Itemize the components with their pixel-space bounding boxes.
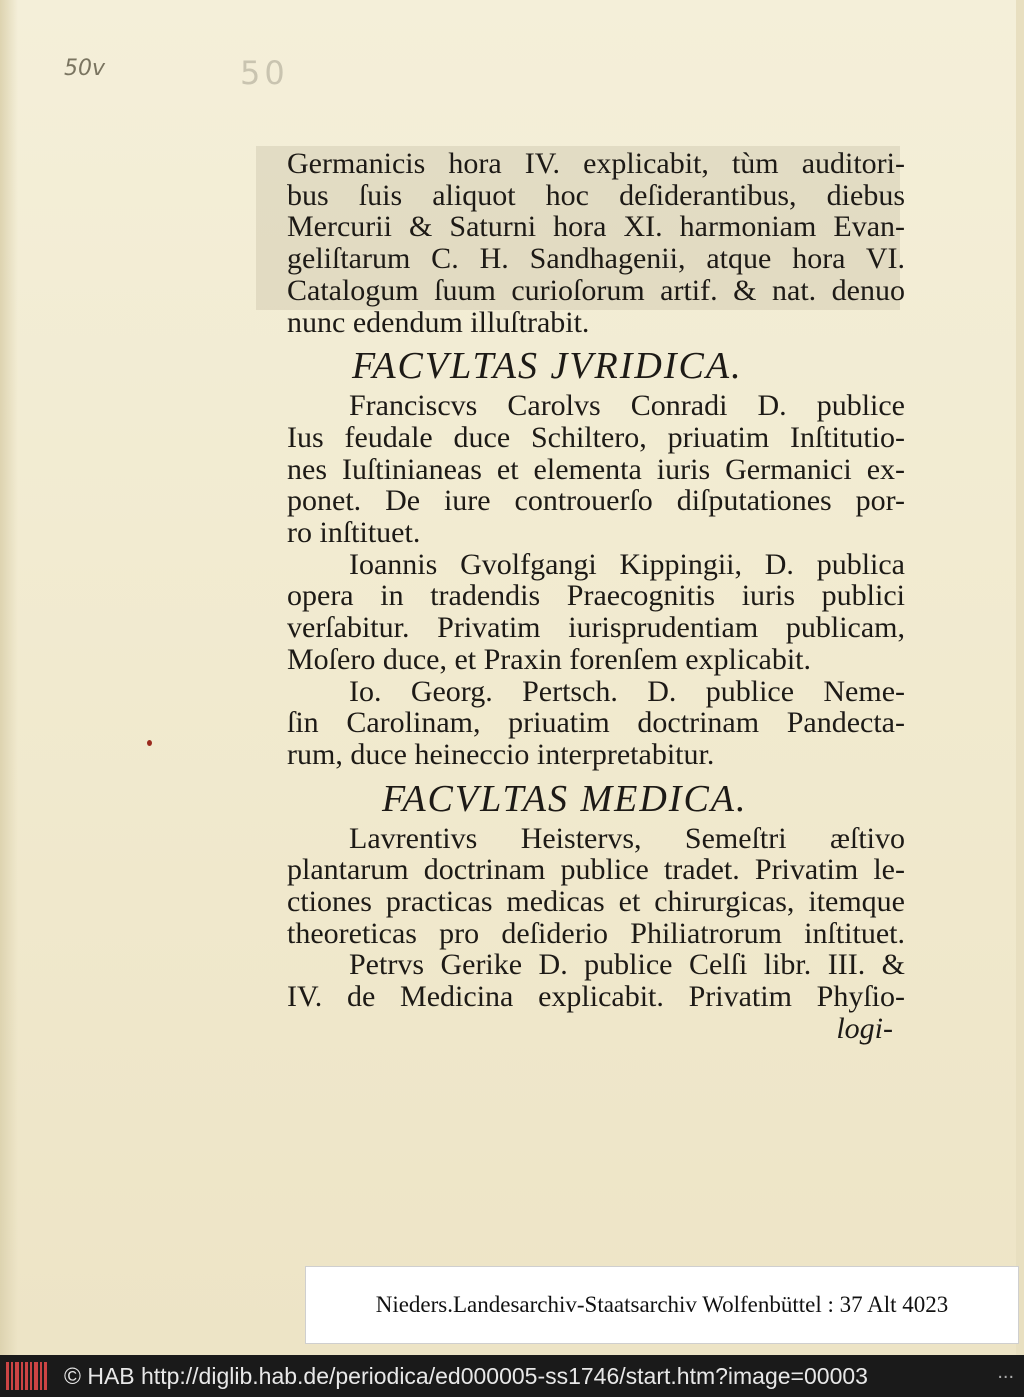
printed-text-block [287, 148, 905, 1045]
catchword: logi- [836, 1011, 893, 1045]
text-line: theoreticas pro deſiderio Philiatrorum inſtituet. [287, 916, 905, 950]
text-line: ctiones practicas medicas et chirurgicas, itemque [287, 885, 905, 919]
text-line: verſabitur. Privatim iurisprudentiam publicam, [287, 611, 905, 645]
heading-facultas-juridica: FACVLTAS JVRIDICA. [352, 345, 743, 388]
text-line: Ius feudale duce Schiltero, priuatim Inſtitutio- [287, 420, 905, 454]
text-line: nes Iuſtinianeas et elementa iuris Germanici ex- [287, 452, 905, 486]
heading-facultas-medica: FACVLTAS MEDICA. [382, 777, 748, 820]
archive-label [305, 1266, 1019, 1344]
text-line: Moſero duce, et Praxin forenſem explicabit. [287, 642, 811, 676]
text-line: Io. Georg. Pertsch. D. publice Neme- [349, 674, 905, 708]
text-line: bus ſuis aliquot hoc deſiderantibus, diebus [287, 178, 905, 212]
text-line: Franciscvs Carolvs Conradi D. publice [349, 389, 905, 423]
text-line: opera in tradendis Praecognitis iuris publici [287, 579, 905, 613]
more-options-icon[interactable]: ... [997, 1361, 1014, 1383]
red-ink-spot [147, 740, 152, 746]
source-url-link[interactable]: © HAB http://diglib.hab.de/periodica/ed000005-ss1746/start.htm?image=00003 [64, 1362, 868, 1389]
barcode-icon [6, 1362, 52, 1390]
text-line: ponet. De iure controuerſo diſputationes por- [287, 484, 905, 518]
text-line: ro inſtituet. [287, 516, 421, 550]
text-line: geliſtarum C. H. Sandhagenii, atque hora VI. [287, 242, 905, 276]
text-line: Petrvs Gerike D. publice Celſi libr. III. & [349, 948, 905, 982]
text-line: Germanicis hora IV. explicabit, tùm auditori- [287, 147, 905, 180]
text-line: Ioannis Gvolfgangi Kippingii, D. publica [349, 547, 905, 581]
text-line: IV. de Medicina explicabit. Privatim Phyſio- [287, 980, 905, 1014]
stamped-folio-number: 50 [240, 54, 289, 92]
pencil-folio-note: 50v [64, 56, 106, 81]
text-line: ſin Carolinam, priuatim doctrinam Pandecta- [287, 706, 905, 740]
text-line: rum, duce heineccio interpretabitur. [287, 737, 715, 771]
text-line: Catalogum ſuum curioſorum artif. & nat. denuo [287, 273, 905, 307]
text-line: Mercurii & Saturni hora XI. harmoniam Evan- [287, 210, 905, 244]
viewer-footer-bar [0, 1355, 1024, 1397]
text-line: plantarum doctrinam publice tradet. Privatim le- [287, 853, 905, 887]
page-edge-shadow [0, 0, 18, 1355]
text-line: Lavrentivs Heistervs, Semeſtri æſtivo [349, 821, 905, 855]
text-line: nunc edendum illuſtrabit. [287, 305, 590, 339]
archive-label-text: Nieders.Landesarchiv-Staatsarchiv Wolfenbüttel : 37 Alt 4023 [375, 1292, 949, 1317]
